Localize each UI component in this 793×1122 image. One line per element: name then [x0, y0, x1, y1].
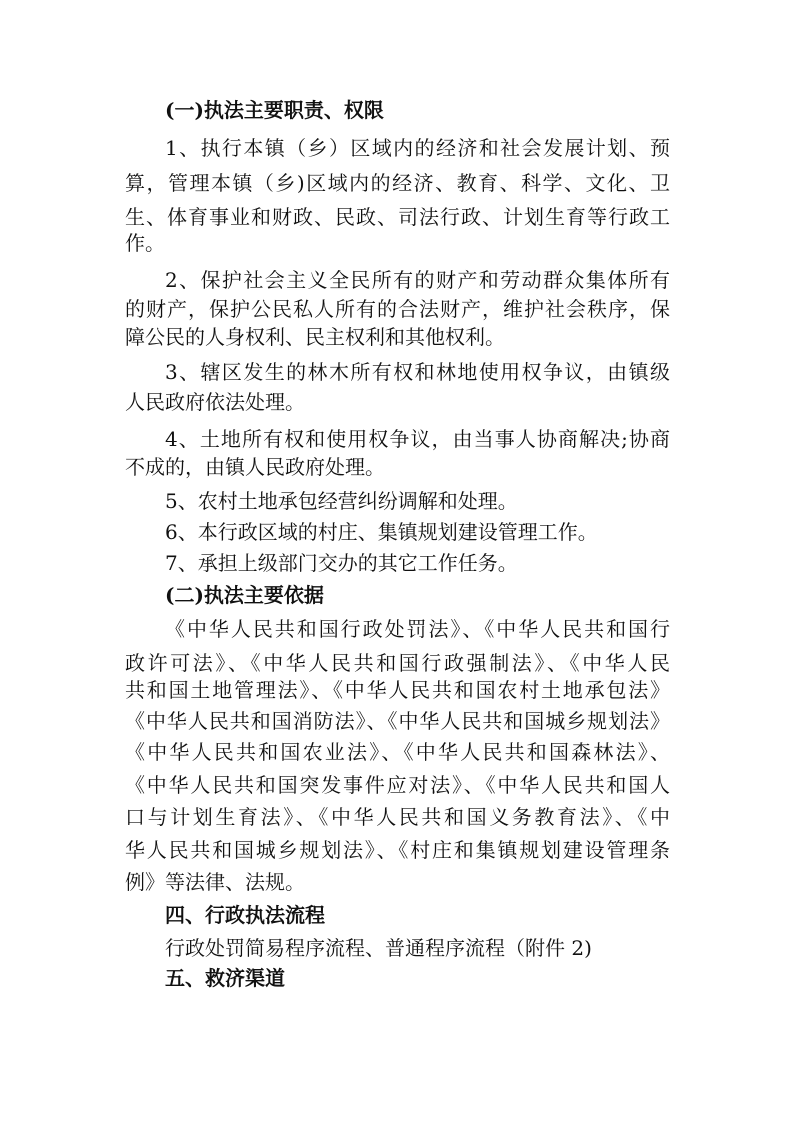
duty-item-2-line-2: 的财产，保护公民私人所有的合法财产，维护社会秩序，保 [125, 297, 670, 321]
procedure-text: 行政处罚简易程序流程、普通程序流程（附件 2) [165, 936, 592, 960]
duty-item-4-line-1: 4、土地所有权和使用权争议，由当事人协商解决;协商 [165, 427, 670, 451]
duty-item-2-line-3: 障公民的人身权利、民主权利和其他权利。 [125, 325, 505, 349]
duty-item-1-line-4: 作。 [125, 231, 165, 255]
section-heading-procedure: 四、行政执法流程 [165, 903, 325, 927]
duty-item-3-line-2: 人民政府依法处理。 [125, 390, 305, 414]
duty-item-1-line-3: 生、体育事业和财政、民政、司法行政、计划生育等行政工 [125, 205, 670, 229]
section-heading-remedy: 五、救济渠道 [165, 966, 285, 990]
law-list-line-9: 例》等法律、法规。 [125, 870, 305, 894]
duty-item-1-line-1: 1、执行本镇（乡）区域内的经济和社会发展计划、预 [165, 136, 670, 160]
law-list-line-6: 《中华人民共和国突发事件应对法》、《中华人民共和国人 [125, 773, 670, 797]
duty-item-5: 5、农村土地承包经营纠纷调解和处理。 [165, 489, 518, 513]
law-list-line-7: 口与计划生育法》、《中华人民共和国义务教育法》、《中 [125, 805, 670, 829]
law-list-line-3: 共和国土地管理法》、《中华人民共和国农村土地承包法》 [125, 678, 670, 702]
duty-item-1-line-2: 算，管理本镇（乡)区域内的经济、教育、科学、文化、卫 [125, 171, 670, 195]
law-list-line-8: 华人民共和国城乡规划法》、《村庄和集镇规划建设管理条 [125, 838, 670, 862]
duty-item-4-line-2: 不成的，由镇人民政府处理。 [125, 455, 385, 479]
duty-item-7: 7、承担上级部门交办的其它工作任务。 [165, 551, 518, 575]
law-list-line-4: 《中华人民共和国消防法》、《中华人民共和国城乡规划法》 [125, 709, 670, 733]
law-list-line-1: 《中华人民共和国行政处罚法》、《中华人民共和国行 [165, 617, 670, 641]
law-list-line-2: 政许可法》、《中华人民共和国行政强制法》、《中华人民 [125, 651, 670, 675]
duty-item-6: 6、本行政区域的村庄、集镇规划建设管理工作。 [165, 520, 598, 544]
law-list-line-5: 《中华人民共和国农业法》、《中华人民共和国森林法》、 [125, 740, 670, 764]
duty-item-2-line-1: 2、保护社会主义全民所有的财产和劳动群众集体所有 [165, 268, 670, 292]
duty-item-3-line-1: 3、辖区发生的林木所有权和林地使用权争议，由镇级 [165, 360, 670, 384]
section-heading-duties: (一)执法主要职责、权限 [165, 98, 384, 122]
section-heading-basis: (二)执法主要依据 [165, 583, 324, 607]
